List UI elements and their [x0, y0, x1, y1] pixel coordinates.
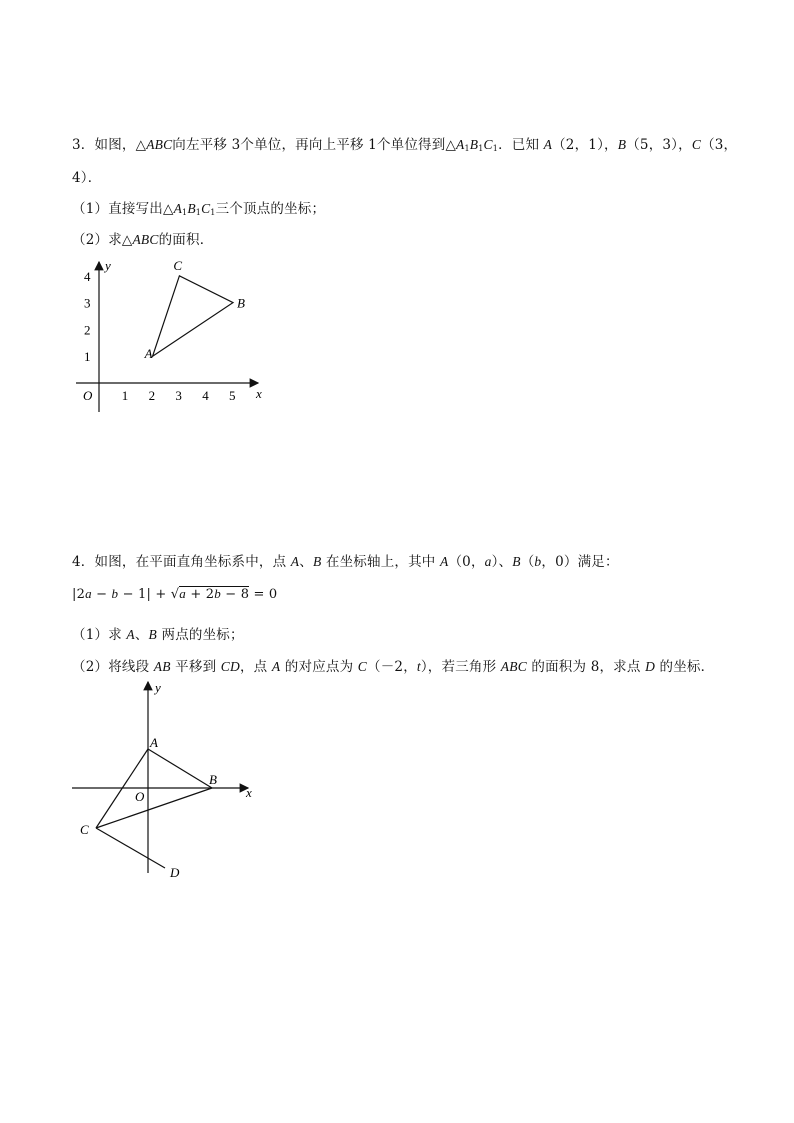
q3-point-c-label: C: [173, 257, 183, 273]
q3-x-tick-label: 4: [202, 388, 209, 403]
q3-part2: （2）求△ABC的面积．: [72, 232, 214, 248]
q3-stem-line1: 3．如图，△ABC向左平移 3个单位，再向上平移 1个单位得到$\triangle A_1B_1C_1$．已知 A（2，1），B（5，3），C（3，: [72, 137, 738, 153]
q3-x-tick-label: 1: [121, 388, 129, 403]
q4-y-label: y: [155, 680, 161, 695]
q3-y-label: y: [105, 258, 111, 273]
q3-y-tick-label: 2: [84, 322, 91, 338]
q4-x-label: x: [246, 785, 252, 800]
q3-x-tick-label: 3: [175, 388, 182, 403]
segment-bc: [96, 788, 212, 828]
q4-part2: （2）将线段 AB 平移到 CD，点 A 的对应点为 C（－2，t），若三角形 ABC 的面积为 8，求点 D 的坐标．: [72, 659, 715, 675]
q3-point-a-label: A: [144, 346, 153, 362]
q4-stem: 4．如图，在平面直角坐标系中，点 A、B 在坐标轴上，其中 A（0，a）、B（b，0）满足：: [72, 554, 619, 570]
q3-y-tick-label: 1: [84, 349, 91, 365]
q3-y-tick-label: 3: [84, 295, 91, 311]
q3-stem-line2: 4）．: [72, 170, 102, 186]
q3-x-label: x: [256, 386, 262, 401]
q4-point-a-label: A: [150, 735, 158, 750]
q4-equation: |2a − b − 1| + √a + 2b − 8 = 0: [72, 586, 278, 602]
segment-ab: [148, 749, 212, 788]
q3-x-tick-label: 2: [148, 388, 156, 403]
q3-part1: （1）直接写出$\triangle A_1B_1C_1$三个顶点的坐标；: [72, 201, 326, 217]
q4-part1: （1）求 A、B 两点的坐标；: [72, 627, 244, 643]
segment-cd: [96, 828, 165, 868]
q4-figure: [68, 678, 268, 883]
q4-point-b-label: B: [209, 772, 217, 787]
q3-figure: [70, 258, 270, 408]
q3-point-b-label: B: [237, 295, 245, 311]
q3-x-tick-label: 5: [229, 388, 236, 403]
triangle-abc: [153, 276, 233, 356]
q4-origin-label: O: [135, 789, 145, 804]
q4-point-c-label: C: [80, 822, 89, 837]
q3-origin-label: O: [83, 388, 93, 403]
q3-y-tick-label: 4: [84, 268, 91, 284]
q4-point-d-label: D: [170, 865, 180, 880]
